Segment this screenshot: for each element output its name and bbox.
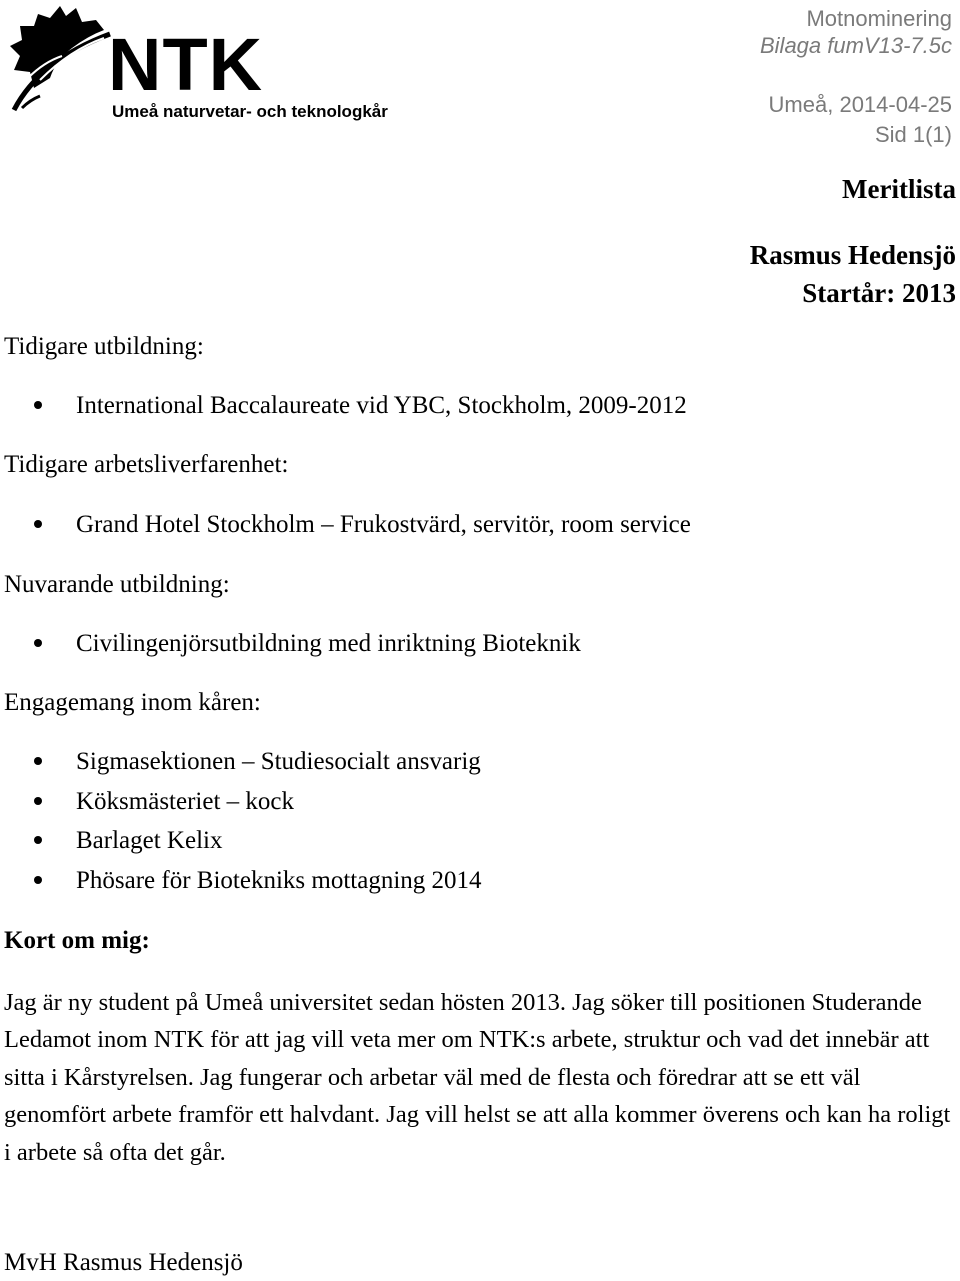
list-item: Civilingenjörsutbildning med inriktning Bioteknik <box>76 630 581 657</box>
bullet-icon <box>34 836 42 844</box>
reference-label: Motnominering <box>806 6 952 31</box>
bullet-icon <box>34 757 42 765</box>
page-number: Sid 1(1) <box>874 122 952 147</box>
list-item: Barlaget Kelix <box>76 827 223 854</box>
list-item: Grand Hotel Stockholm – Frukostvärd, servitör, room service <box>76 511 691 538</box>
bullet-icon <box>34 520 42 528</box>
bullet-icon <box>34 876 42 884</box>
logo-subtitle: Umeå naturvetar- och teknologkår <box>112 102 388 121</box>
leaf-emblem-icon <box>0 0 120 140</box>
heading-current-education: Nuvarande utbildning: <box>4 571 230 598</box>
reference-attachment: Bilaga fumV13-7.5c <box>760 33 952 58</box>
bullet-icon <box>34 639 42 647</box>
start-year: Startår: 2013 <box>802 278 956 308</box>
heading-previous-work: Tidigare arbetsliverfarenhet: <box>4 451 289 478</box>
bullet-icon <box>34 797 42 805</box>
logo-wordmark: NTK <box>108 23 264 106</box>
signature: MvH Rasmus Hedensjö <box>4 1249 243 1276</box>
bullet-icon <box>34 401 42 409</box>
person-name: Rasmus Hedensjö <box>749 240 956 270</box>
list-item: Phösare för Biotekniks mottagning 2014 <box>76 867 482 894</box>
list-item: Köksmästeriet – kock <box>76 788 295 815</box>
person-block <box>750 236 956 312</box>
document-date: Umeå, 2014-04-25 <box>768 92 952 117</box>
list-item: International Baccalaureate vid YBC, Stockholm, 2009-2012 <box>76 392 687 419</box>
about-me-paragraph: Jag är ny student på Umeå universitet sedan hösten 2013. Jag söker till positionen Studerande Ledamot inom NTK för att jag vill veta mer om NTK:s arbete, struktur och vad det innebär att sitta i Kårstyrelsen. Jag fungerar och arbetar väl med de flesta och föredrar att se ett väl genomfört arbete framför ett halvdant. Jag vill helst se att alla kommer överens och kan ha roligt i arbete så ofta det går. <box>4 989 951 1166</box>
ntk-logo <box>0 0 388 140</box>
heading-previous-education: Tidigare utbildning: <box>4 333 204 360</box>
list-item: Sigmasektionen – Studiesocialt ansvarig <box>76 748 481 775</box>
heading-about-me: Kort om mig: <box>4 927 150 954</box>
document-title: Meritlista <box>842 174 956 204</box>
heading-engagement: Engagemang inom kåren: <box>4 689 261 716</box>
